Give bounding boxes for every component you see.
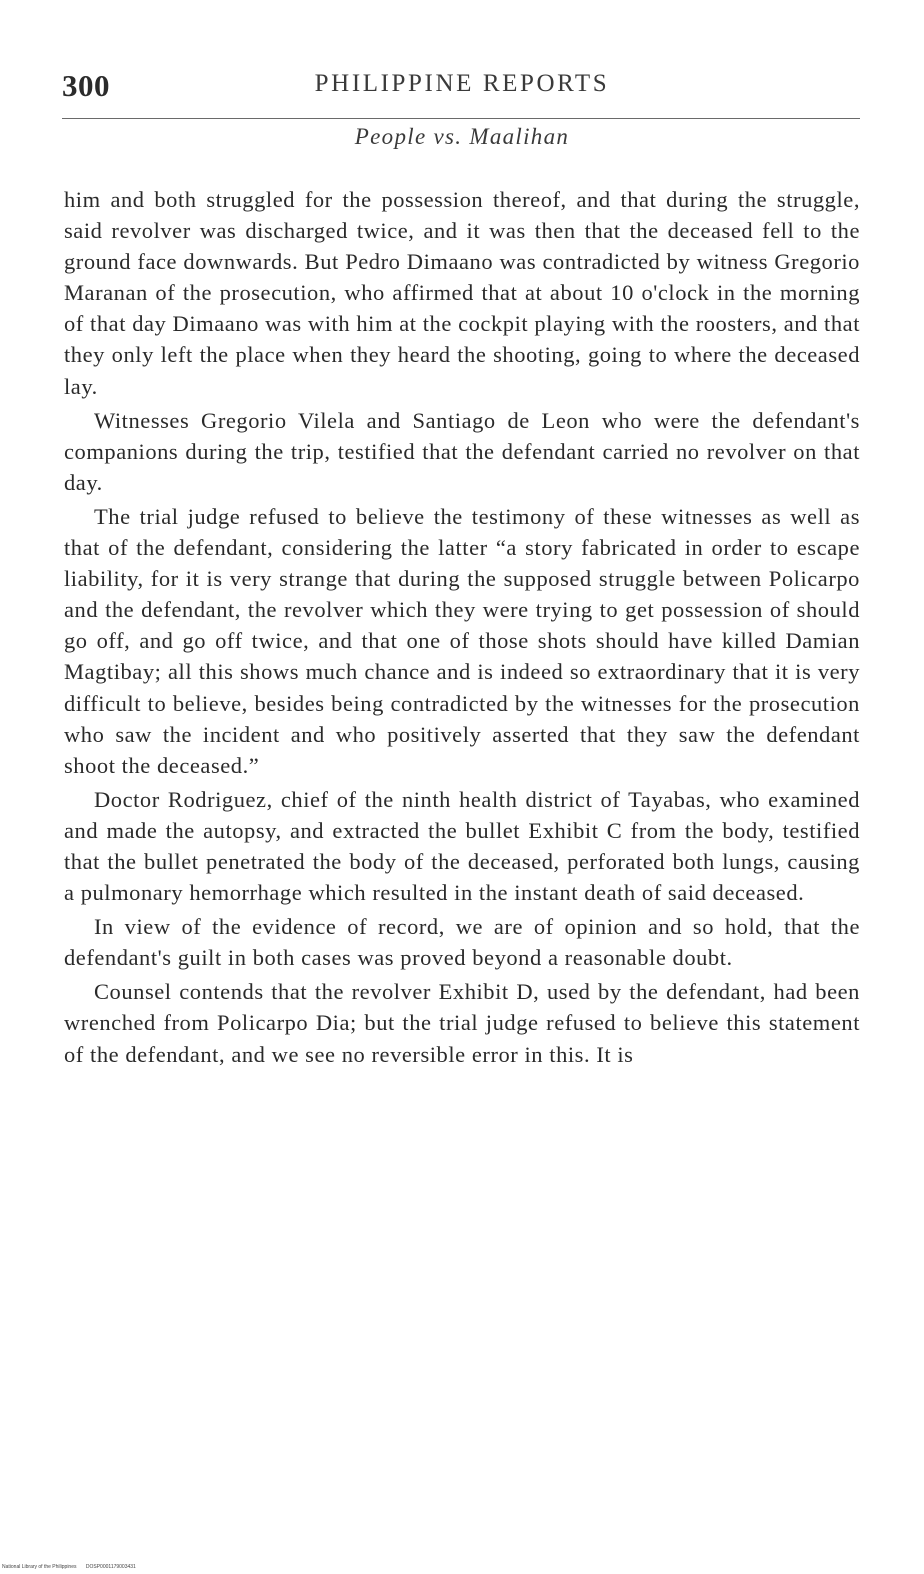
paragraph: In view of the evidence of record, we are of opinion and so hold, that the defendant's guilt in both cases was proved beyond a reasonable doubt. — [64, 914, 860, 971]
page-number: 300 — [62, 68, 110, 103]
paragraph-continuation: him and both struggled for the possession thereof, and that during the struggle, said revolver was discharged twice, and it was then that the deceased fell to the ground face downwards. But Pedro Dimaano was contradicted by witness Gregorio Maranan of the prosecution, who affirmed that at about 10 o'clock in the morning of that day Dimaano was with him at the cockpit playing with the roosters, and that they only left the place when they heard the shooting, going to where the deceased lay. — [64, 187, 860, 399]
page-header — [62, 68, 862, 108]
body-text — [64, 184, 860, 1073]
header-rule — [62, 118, 860, 119]
paragraph: The trial judge refused to believe the testimony of these witnesses as well as that of the defendant, considering the latter “a story fabricated in order to escape liability, for it is very strange that during the supposed struggle between Policarpo and the defendant, the revolver which they were trying to get possession of should go off, and go off twice, and that one of those shots should have killed Damian Magtibay; all this shows much chance and is indeed so extraordinary that it is very difficult to believe, besides being contradicted by the witnesses for the prosecution who saw the incident and who positively asserted that they saw the defendant shoot the deceased.” — [64, 503, 860, 778]
case-title: People vs. Maalihan — [354, 124, 570, 149]
paragraph: Doctor Rodriguez, chief of the ninth health district of Tayabas, who examined and made the autopsy, and extracted the bullet Exhibit C from the body, testified that the bullet penetrated the body of the deceased, perforated both lungs, causing a pulmonary hemorrhage which resulted in the instant death of said deceased. — [64, 786, 860, 906]
paragraph: Counsel contends that the revolver Exhibit D, used by the defendant, had been wrenched from Policarpo Dia; but the trial judge refused to believe this statement of the defendant, and we see no reversible error in this. It is — [64, 979, 860, 1067]
footer-code: DOSP0001179003431 — [85, 1564, 136, 1570]
paragraph: Witnesses Gregorio Vilela and Santiago de Leon who were the defendant's companions during the trip, testified that the defendant carried no revolver on that day. — [64, 407, 860, 495]
running-title: PHILIPPINE REPORTS — [314, 70, 610, 97]
footer-library: National Library of the Philippines — [2, 1564, 77, 1570]
scan-footer — [2, 1564, 144, 1570]
